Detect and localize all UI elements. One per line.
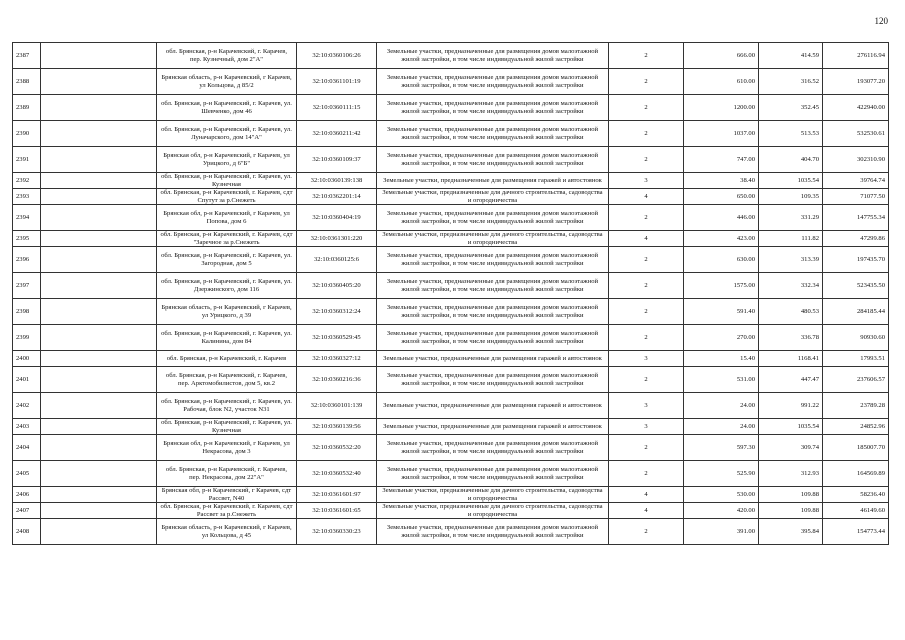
row-number: 2393 <box>13 189 41 205</box>
spacer-cell <box>41 189 157 205</box>
area-sqm: 38.40 <box>684 173 759 189</box>
row-number: 2392 <box>13 173 41 189</box>
use-group: 4 <box>609 189 684 205</box>
row-number: 2391 <box>13 147 41 173</box>
cadastral-number: 32:10:0360211:42 <box>297 121 377 147</box>
table-row <box>13 173 889 189</box>
cadastral-value: 237606.57 <box>823 367 889 393</box>
specific-value: 109.35 <box>759 189 823 205</box>
spacer-cell <box>41 121 157 147</box>
cadastral-number: 32:10:0360125:6 <box>297 247 377 273</box>
cadastral-number: 32:10:0360216:36 <box>297 367 377 393</box>
row-number: 2388 <box>13 69 41 95</box>
use-group: 3 <box>609 419 684 435</box>
land-address: обл. Брянская, р-н Карачевский, г. Карачев, ул. Луначарского, дом 14"А" <box>157 121 297 147</box>
cadastral-number: 32:10:0360139:56 <box>297 419 377 435</box>
cadastral-value: 302310.90 <box>823 147 889 173</box>
specific-value: 480.53 <box>759 299 823 325</box>
cadastral-number: 32:10:0360106:26 <box>297 43 377 69</box>
specific-value: 404.70 <box>759 147 823 173</box>
spacer-cell <box>41 173 157 189</box>
row-number: 2401 <box>13 367 41 393</box>
table-row <box>13 519 889 545</box>
specific-value: 312.93 <box>759 461 823 487</box>
area-sqm: 270.00 <box>684 325 759 351</box>
specific-value: 352.45 <box>759 95 823 121</box>
land-use-type: Земельные участки, предназначенные для размещения гаражей и автостоянок <box>377 419 609 435</box>
land-address: обл. Брянская, р-н Карачевский, г. Карачев, ул. Рабочая, блок N2, участок N31 <box>157 393 297 419</box>
spacer-cell <box>41 205 157 231</box>
cadastral-value-table <box>12 42 889 545</box>
specific-value: 395.84 <box>759 519 823 545</box>
specific-value: 309.74 <box>759 435 823 461</box>
specific-value: 513.53 <box>759 121 823 147</box>
cadastral-number: 32:10:0360111:15 <box>297 95 377 121</box>
land-use-type: Земельные участки, предназначенные для размещения домов малоэтажной жилой застройки, в том числе индивидуальной жилой застройки <box>377 205 609 231</box>
specific-value: 336.78 <box>759 325 823 351</box>
table-row <box>13 205 889 231</box>
spacer-cell <box>41 487 157 503</box>
area-sqm: 597.30 <box>684 435 759 461</box>
use-group: 3 <box>609 393 684 419</box>
land-address: обл. Брянская, р-н Карачевский, г. Карачев, пер. Арктомобилистов, дом 5, кв.2 <box>157 367 297 393</box>
specific-value: 109.88 <box>759 487 823 503</box>
table-row <box>13 43 889 69</box>
specific-value: 1168.41 <box>759 351 823 367</box>
area-sqm: 420.00 <box>684 503 759 519</box>
cadastral-value: 154773.44 <box>823 519 889 545</box>
row-number: 2407 <box>13 503 41 519</box>
specific-value: 414.59 <box>759 43 823 69</box>
land-use-type: Земельные участки, предназначенные для дачного строительства, садоводства и огородничества <box>377 189 609 205</box>
table-row <box>13 461 889 487</box>
table-row <box>13 393 889 419</box>
use-group: 2 <box>609 43 684 69</box>
land-use-type: Земельные участки, предназначенные для дачного строительства, садоводства и огородничества <box>377 231 609 247</box>
cadastral-number: 32:10:0360404:19 <box>297 205 377 231</box>
spacer-cell <box>41 435 157 461</box>
spacer-cell <box>41 299 157 325</box>
specific-value: 331.29 <box>759 205 823 231</box>
area-sqm: 591.40 <box>684 299 759 325</box>
land-address: обл. Брянская, р-н Карачевский, г. Карачев, пер. Некрасова, дом 22"А" <box>157 461 297 487</box>
cadastral-value: 47299.86 <box>823 231 889 247</box>
row-number: 2408 <box>13 519 41 545</box>
cadastral-number: 32:10:0360327:12 <box>297 351 377 367</box>
land-address: Брянская обл, р-н Карачевский, г Карачев, ул Некрасова, дом 3 <box>157 435 297 461</box>
cadastral-value: 23789.28 <box>823 393 889 419</box>
row-number: 2396 <box>13 247 41 273</box>
area-sqm: 650.00 <box>684 189 759 205</box>
cadastral-value: 147755.34 <box>823 205 889 231</box>
row-number: 2402 <box>13 393 41 419</box>
row-number: 2397 <box>13 273 41 299</box>
cadastral-number: 32:10:0361101:19 <box>297 69 377 95</box>
page-number: 120 <box>874 16 888 26</box>
row-number: 2387 <box>13 43 41 69</box>
cadastral-value: 90930.60 <box>823 325 889 351</box>
cadastral-value: 284185.44 <box>823 299 889 325</box>
area-sqm: 1200.00 <box>684 95 759 121</box>
area-sqm: 423.00 <box>684 231 759 247</box>
land-address: обл. Брянская, р-н Карачевский, г. Карачев, пер. Кузнечный, дом 2"А" <box>157 43 297 69</box>
area-sqm: 1575.00 <box>684 273 759 299</box>
table-row <box>13 367 889 393</box>
land-use-type: Земельные участки, предназначенные для размещения домов малоэтажной жилой застройки, в том числе индивидуальной жилой застройки <box>377 435 609 461</box>
specific-value: 332.34 <box>759 273 823 299</box>
table-row <box>13 121 889 147</box>
land-address: обл. Брянская, р-н Карачевский, г. Карачев, ул. Кузнечная <box>157 419 297 435</box>
use-group: 2 <box>609 69 684 95</box>
area-sqm: 610.00 <box>684 69 759 95</box>
table-row <box>13 419 889 435</box>
specific-value: 111.82 <box>759 231 823 247</box>
land-address: обл. Брянская, р-н Карачевский, г. Карачев, ул. Кузнечная <box>157 173 297 189</box>
table-row <box>13 325 889 351</box>
area-sqm: 24.00 <box>684 419 759 435</box>
cadastral-number: 32:10:0361601:97 <box>297 487 377 503</box>
cadastral-value: 197435.70 <box>823 247 889 273</box>
cadastral-value: 164569.89 <box>823 461 889 487</box>
land-use-type: Земельные участки, предназначенные для размещения домов малоэтажной жилой застройки, в том числе индивидуальной жилой застройки <box>377 121 609 147</box>
land-address: обл. Брянская, р-н Карачевский, г. Карачев, ул. Шевченко, дом 46 <box>157 95 297 121</box>
cadastral-value: 39764.74 <box>823 173 889 189</box>
cadastral-value: 58236.40 <box>823 487 889 503</box>
table-body <box>13 43 889 545</box>
cadastral-number: 32:10:0362201:14 <box>297 189 377 205</box>
land-use-type: Земельные участки, предназначенные для размещения гаражей и автостоянок <box>377 173 609 189</box>
use-group: 2 <box>609 147 684 173</box>
land-address: обл. Брянская, р-н Карачевский, г. Карачев, ул. Загородная, дом 5 <box>157 247 297 273</box>
land-address: обл. Брянская, р-н Карачевский, г. Карачев, сдт "Заречное за р.Снежеть <box>157 231 297 247</box>
cadastral-value: 523435.50 <box>823 273 889 299</box>
table-row <box>13 435 889 461</box>
area-sqm: 666.00 <box>684 43 759 69</box>
land-address: Брянская обл, р-н Карачевский, г Карачев, ул Урицкого, д 6"Б" <box>157 147 297 173</box>
land-address: Брянская обл, р-н Карачевский, г Карачев, сдт Рассвет, N40 <box>157 487 297 503</box>
cadastral-number: 32:10:0360139:138 <box>297 173 377 189</box>
land-address: обл. Брянская, р-н Карачевский, г. Карачев, ул. Калинина, дом 84 <box>157 325 297 351</box>
land-use-type: Земельные участки, предназначенные для размещения гаражей и автостоянок <box>377 351 609 367</box>
spacer-cell <box>41 419 157 435</box>
table-row <box>13 231 889 247</box>
row-number: 2403 <box>13 419 41 435</box>
land-address: обл. Брянская, р-н Карачевский, г. Карачев, ул. Дзержинского, дом 116 <box>157 273 297 299</box>
spacer-cell <box>41 351 157 367</box>
table-row <box>13 95 889 121</box>
row-number: 2400 <box>13 351 41 367</box>
table-row <box>13 69 889 95</box>
spacer-cell <box>41 95 157 121</box>
table-row <box>13 147 889 173</box>
row-number: 2395 <box>13 231 41 247</box>
table-row <box>13 487 889 503</box>
row-number: 2406 <box>13 487 41 503</box>
specific-value: 447.47 <box>759 367 823 393</box>
land-use-type: Земельные участки, предназначенные для размещения домов малоэтажной жилой застройки, в том числе индивидуальной жилой застройки <box>377 69 609 95</box>
land-address: обл. Брянская, р-н Карачевский, г. Карачев, сдт Спутут за р.Снежеть <box>157 189 297 205</box>
row-number: 2389 <box>13 95 41 121</box>
cadastral-number: 32:10:0360312:24 <box>297 299 377 325</box>
table-row <box>13 351 889 367</box>
row-number: 2399 <box>13 325 41 351</box>
row-number: 2394 <box>13 205 41 231</box>
area-sqm: 630.00 <box>684 247 759 273</box>
cadastral-value: 193077.20 <box>823 69 889 95</box>
land-address: Брянская область, р-н Карачевский, г Карачев, ул Кольцова, д 45 <box>157 519 297 545</box>
area-sqm: 1037.00 <box>684 121 759 147</box>
land-use-type: Земельные участки, предназначенные для размещения гаражей и автостоянок <box>377 393 609 419</box>
land-use-type: Земельные участки, предназначенные для дачного строительства, садоводства и огородничества <box>377 503 609 519</box>
area-sqm: 24.00 <box>684 393 759 419</box>
cadastral-value: 185007.70 <box>823 435 889 461</box>
land-address: Брянская обл, р-н Карачевский, г Карачев, ул Попова, дом 6 <box>157 205 297 231</box>
area-sqm: 446.00 <box>684 205 759 231</box>
use-group: 2 <box>609 325 684 351</box>
use-group: 3 <box>609 351 684 367</box>
land-use-type: Земельные участки, предназначенные для размещения домов малоэтажной жилой застройки, в том числе индивидуальной жилой застройки <box>377 519 609 545</box>
table-row <box>13 273 889 299</box>
cadastral-number: 32:10:0361601:65 <box>297 503 377 519</box>
land-use-type: Земельные участки, предназначенные для размещения домов малоэтажной жилой застройки, в том числе индивидуальной жилой застройки <box>377 273 609 299</box>
area-sqm: 391.00 <box>684 519 759 545</box>
use-group: 2 <box>609 205 684 231</box>
table-row <box>13 299 889 325</box>
cadastral-number: 32:10:0361301:220 <box>297 231 377 247</box>
area-sqm: 15.40 <box>684 351 759 367</box>
cadastral-value: 17993.51 <box>823 351 889 367</box>
cadastral-value: 71077.50 <box>823 189 889 205</box>
area-sqm: 525.90 <box>684 461 759 487</box>
land-address: обл. Брянская, р-н Карачевский, г. Карачев <box>157 351 297 367</box>
specific-value: 1035.54 <box>759 173 823 189</box>
use-group: 2 <box>609 247 684 273</box>
row-number: 2390 <box>13 121 41 147</box>
spacer-cell <box>41 273 157 299</box>
use-group: 2 <box>609 273 684 299</box>
specific-value: 991.22 <box>759 393 823 419</box>
specific-value: 109.88 <box>759 503 823 519</box>
land-use-type: Земельные участки, предназначенные для размещения домов малоэтажной жилой застройки, в том числе индивидуальной жилой застройки <box>377 95 609 121</box>
cadastral-value: 24852.96 <box>823 419 889 435</box>
cadastral-value: 422940.00 <box>823 95 889 121</box>
spacer-cell <box>41 367 157 393</box>
use-group: 2 <box>609 121 684 147</box>
use-group: 4 <box>609 487 684 503</box>
spacer-cell <box>41 231 157 247</box>
cadastral-number: 32:10:0360405:20 <box>297 273 377 299</box>
use-group: 4 <box>609 503 684 519</box>
spacer-cell <box>41 519 157 545</box>
area-sqm: 747.00 <box>684 147 759 173</box>
land-use-type: Земельные участки, предназначенные для размещения домов малоэтажной жилой застройки, в том числе индивидуальной жилой застройки <box>377 43 609 69</box>
row-number: 2404 <box>13 435 41 461</box>
spacer-cell <box>41 43 157 69</box>
cadastral-value: 276116.94 <box>823 43 889 69</box>
land-use-type: Земельные участки, предназначенные для размещения домов малоэтажной жилой застройки, в том числе индивидуальной жилой застройки <box>377 299 609 325</box>
cadastral-number: 32:10:0360330:23 <box>297 519 377 545</box>
table-row <box>13 247 889 273</box>
specific-value: 313.39 <box>759 247 823 273</box>
table-row <box>13 189 889 205</box>
use-group: 2 <box>609 435 684 461</box>
land-use-type: Земельные участки, предназначенные для дачного строительства, садоводства и огородничества <box>377 487 609 503</box>
cadastral-number: 32:10:0360532:40 <box>297 461 377 487</box>
row-number: 2398 <box>13 299 41 325</box>
cadastral-number: 32:10:0360532:20 <box>297 435 377 461</box>
specific-value: 1035.54 <box>759 419 823 435</box>
use-group: 2 <box>609 461 684 487</box>
land-address: обл. Брянская, р-н Карачевский, г. Карачев, сдт Рассвет за р.Снежеть <box>157 503 297 519</box>
table-row <box>13 503 889 519</box>
use-group: 4 <box>609 231 684 247</box>
specific-value: 316.52 <box>759 69 823 95</box>
spacer-cell <box>41 503 157 519</box>
land-address: Брянская область, р-н Карачевский, г Карачев, ул Кольцова, д 85/2 <box>157 69 297 95</box>
use-group: 2 <box>609 95 684 121</box>
spacer-cell <box>41 393 157 419</box>
area-sqm: 531.00 <box>684 367 759 393</box>
land-use-type: Земельные участки, предназначенные для размещения домов малоэтажной жилой застройки, в том числе индивидуальной жилой застройки <box>377 461 609 487</box>
land-address: Брянская область, р-н Карачевский, г Карачев, ул Урицкого, д 39 <box>157 299 297 325</box>
land-use-type: Земельные участки, предназначенные для размещения домов малоэтажной жилой застройки, в том числе индивидуальной жилой застройки <box>377 325 609 351</box>
use-group: 2 <box>609 299 684 325</box>
cadastral-number: 32:10:0360109:37 <box>297 147 377 173</box>
cadastral-value: 532530.61 <box>823 121 889 147</box>
use-group: 2 <box>609 519 684 545</box>
cadastral-number: 32:10:0360529:45 <box>297 325 377 351</box>
cadastral-number: 32:10:0360101:139 <box>297 393 377 419</box>
spacer-cell <box>41 69 157 95</box>
cadastral-value: 46149.60 <box>823 503 889 519</box>
use-group: 3 <box>609 173 684 189</box>
spacer-cell <box>41 247 157 273</box>
spacer-cell <box>41 461 157 487</box>
land-use-type: Земельные участки, предназначенные для размещения домов малоэтажной жилой застройки, в том числе индивидуальной жилой застройки <box>377 147 609 173</box>
land-use-type: Земельные участки, предназначенные для размещения домов малоэтажной жилой застройки, в том числе индивидуальной жилой застройки <box>377 247 609 273</box>
spacer-cell <box>41 147 157 173</box>
spacer-cell <box>41 325 157 351</box>
use-group: 2 <box>609 367 684 393</box>
land-use-type: Земельные участки, предназначенные для размещения домов малоэтажной жилой застройки, в том числе индивидуальной жилой застройки <box>377 367 609 393</box>
area-sqm: 530.00 <box>684 487 759 503</box>
row-number: 2405 <box>13 461 41 487</box>
